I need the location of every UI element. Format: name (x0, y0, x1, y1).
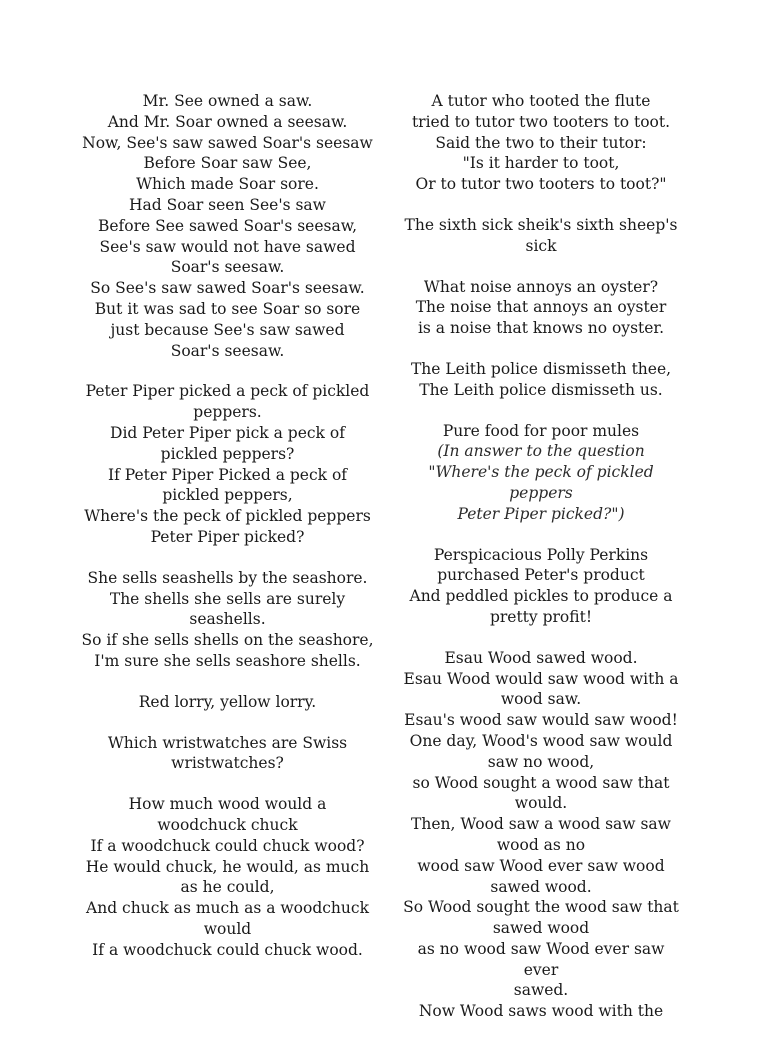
text-line: Esau's wood saw would saw wood! (404, 711, 678, 730)
text-line: A tutor who tooted the flute (431, 92, 651, 110)
text-line: And Mr. Soar owned a seesaw. (107, 112, 348, 131)
text-line: wood saw Wood ever saw wood (417, 856, 665, 875)
text-line: saw no wood, (487, 752, 595, 771)
right-column (402, 91, 680, 1042)
text-line: So Wood sought the wood saw that (403, 898, 679, 917)
text-line: How much wood would a (128, 795, 327, 814)
text-line: would. (514, 794, 568, 813)
text-line: And peddled pickles to produce a (409, 587, 673, 606)
text-line: If a woodchuck could chuck wood? (90, 836, 365, 855)
text-line: And chuck as much as a woodchuck (86, 899, 369, 918)
text-line: wood saw. (500, 690, 582, 709)
tongue-twister-stanza (80, 568, 375, 672)
text-line: What noise annoys an oyster? (423, 277, 659, 296)
text-line: pickled peppers? (160, 444, 295, 463)
text-line: sawed wood (492, 919, 590, 938)
text-line: She sells seashells by the seashore. (87, 568, 368, 587)
text-line: Esau Wood sawed wood. (444, 648, 638, 667)
text-line: He would chuck, he would, as much (85, 857, 370, 876)
tongue-twister-stanza (402, 91, 680, 195)
text-line: So See's saw sawed Soar's seesaw. (90, 279, 365, 298)
text-line: Peter Piper picked? (150, 527, 305, 546)
text-line: Red lorry, yellow lorry. (138, 692, 317, 711)
text-line: just because See's saw sawed (110, 320, 345, 339)
text-line: Had Soar seen See's saw (129, 195, 326, 214)
text-line: The Leith police dismisseth us. (419, 380, 663, 399)
text-line: Before See sawed Soar's seesaw, (97, 216, 358, 235)
text-line: sawed. (513, 981, 569, 1000)
text-line: sawed wood. (490, 877, 592, 896)
text-line: The shells she sells are surely (109, 589, 346, 608)
text-line: Peter Piper picked a peck of pickled (85, 382, 370, 401)
tongue-twister-stanza (80, 733, 375, 775)
text-line: The noise that annoys an oyster (415, 298, 667, 317)
text-line: sick (525, 236, 557, 255)
text-line: wristwatches? (171, 754, 284, 773)
tongue-twister-stanza (80, 692, 375, 713)
text-line: Or to tutor two tooters to toot?" (415, 175, 667, 194)
tongue-twister-stanza (402, 277, 680, 339)
text-line: Now Wood saws wood with the (418, 1002, 664, 1021)
text-line: Before Soar saw See, (143, 154, 312, 173)
text-line: See's saw would not have sawed (99, 237, 356, 256)
tongue-twister-stanza (402, 359, 680, 401)
text-line: Did Peter Piper pick a peck of (110, 423, 345, 442)
text-line: So if she sells shells on the seashore, (81, 631, 374, 650)
text-line: tried to tutor two tooters to toot. (411, 112, 671, 131)
text-line: pickled peppers, (162, 486, 293, 505)
text-line: Esau Wood would saw wood with a (403, 669, 679, 688)
tongue-twister-stanza (402, 648, 680, 1022)
text-line: as he could, (180, 878, 275, 897)
text-line: peppers. (193, 403, 262, 422)
text-line: pretty profit! (489, 607, 593, 626)
text-line: as no wood saw Wood ever saw ever (417, 939, 665, 979)
text-line: If Peter Piper Picked a peck of (107, 465, 348, 484)
text-line: But it was sad to see Soar so sore (94, 299, 361, 318)
text-line: The sixth sick sheik's sixth sheep's (404, 215, 678, 234)
text-line: One day, Wood's wood saw would (409, 731, 673, 750)
italic-note-line: "Where's the peck of pickled peppers (428, 463, 654, 502)
text-line: Pure food for poor mules (442, 421, 640, 440)
italic-note-line: Peter Piper picked?") (457, 504, 625, 523)
text-line: Perspicacious Polly Perkins (433, 545, 649, 564)
text-line: purchased Peter's product (437, 566, 645, 585)
text-line: Now, See's saw sawed Soar's seesaw (82, 133, 373, 152)
tongue-twister-stanza (402, 421, 680, 525)
tongue-twister-stanza (402, 215, 680, 257)
tongue-twister-stanza (80, 794, 375, 960)
text-line: Which made Soar sore. (136, 175, 319, 194)
text-line: would (203, 919, 252, 938)
text-line: woodchuck chuck (157, 815, 298, 834)
text-line: Soar's seesaw. (170, 258, 285, 277)
left-column (80, 91, 375, 980)
text-line: If a woodchuck could chuck wood. (92, 940, 363, 959)
text-line: so Wood sought a wood saw that (412, 773, 670, 792)
text-line: Soar's seesaw. (170, 341, 285, 360)
text-line: The Leith police dismisseth thee, (410, 359, 672, 378)
italic-note-line: (In answer to the question (437, 442, 645, 461)
tongue-twister-stanza (80, 91, 375, 361)
text-line: wood as no (496, 835, 586, 854)
tongue-twister-stanza (402, 545, 680, 628)
text-line: is a noise that knows no oyster. (417, 319, 665, 338)
text-line: Which wristwatches are Swiss (107, 733, 348, 752)
text-line: "Is it harder to toot, (462, 154, 620, 173)
text-line: Then, Wood saw a wood saw saw (411, 815, 671, 834)
text-line: I'm sure she sells seashore shells. (94, 651, 361, 670)
text-line: Where's the peck of pickled peppers (84, 507, 371, 526)
text-line: seashells. (189, 610, 266, 629)
text-line: Said the two to their tutor: (435, 133, 647, 152)
text-line: Mr. See owned a saw. (142, 92, 313, 110)
tongue-twister-stanza (80, 381, 375, 547)
